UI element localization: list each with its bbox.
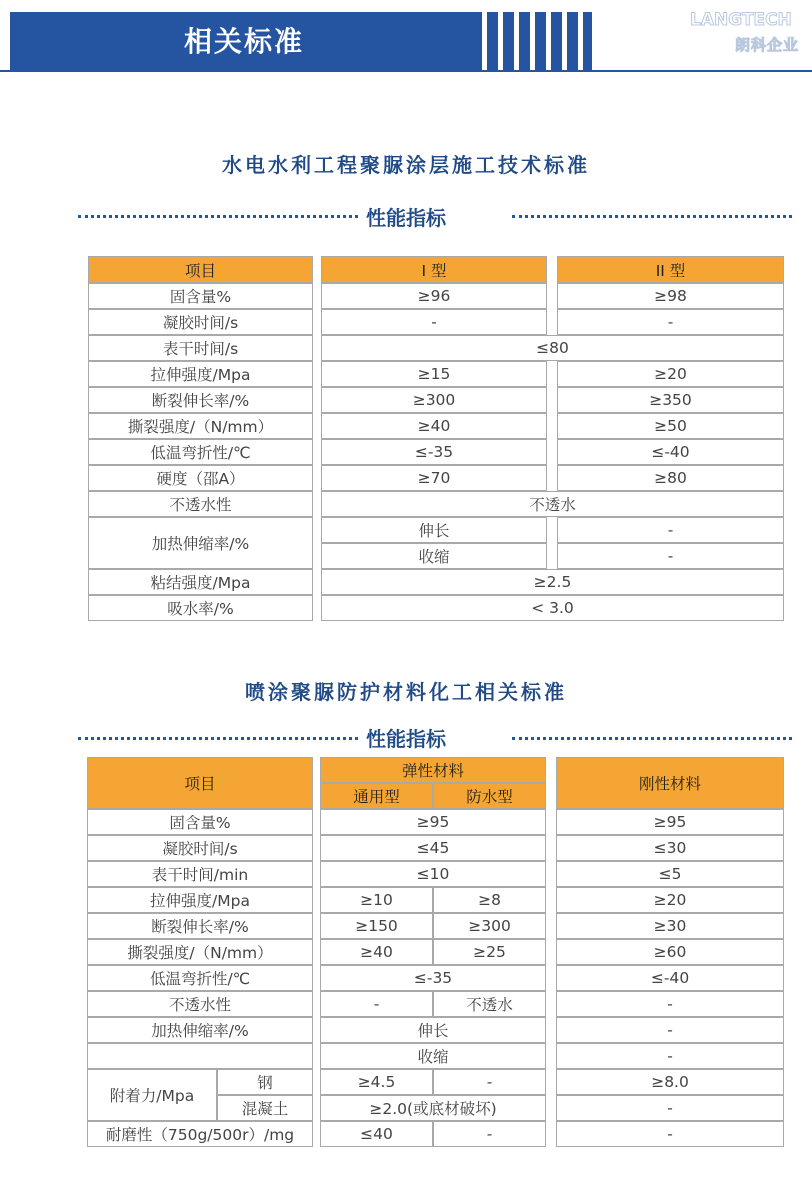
cell-value: ≥4.5 (320, 1069, 433, 1095)
row-item: 表干时间/min (87, 861, 313, 887)
row-item: 撕裂强度/（N/mm） (88, 413, 313, 439)
header-rule (0, 70, 812, 72)
section1-title: 水电水利工程聚脲涂层施工技术标准 (222, 153, 590, 177)
cell-value: - (557, 543, 784, 569)
header-stripe (562, 12, 567, 70)
col-header-item: 项目 (87, 757, 313, 809)
row-subitem: 钢 (217, 1069, 313, 1095)
logo-text-cn: 朗科企业 (735, 36, 800, 54)
cell-sublabel: 伸长 (321, 517, 547, 543)
header-stripe (530, 12, 535, 70)
cell-value-merged: ≤45 (320, 835, 546, 861)
row-item: 粘结强度/Mpa (88, 569, 313, 595)
col-header-type1: I 型 (321, 256, 547, 283)
dotted-divider (512, 737, 792, 740)
cell-value-merged: ≤10 (320, 861, 546, 887)
row-item: 低温弯折性/℃ (88, 439, 313, 465)
cell-value: ≥20 (556, 887, 784, 913)
cell-value: ≤5 (556, 861, 784, 887)
row-item: 拉伸强度/Mpa (87, 887, 313, 913)
cell-value: ≥300 (321, 387, 547, 413)
cell-value: - (433, 1069, 546, 1095)
cell-value-merged: ≤-35 (320, 965, 546, 991)
cell-value: - (320, 991, 433, 1017)
cell-value: - (321, 309, 547, 335)
row-item: 凝胶时间/s (87, 835, 313, 861)
header-stripe (498, 12, 503, 70)
cell-value: ≤40 (320, 1121, 433, 1147)
cell-value-merged: < 3.0 (321, 595, 784, 621)
col-header-rigid: 刚性材料 (556, 757, 784, 809)
cell-value: ≥30 (556, 913, 784, 939)
cell-value: - (556, 1017, 784, 1043)
cell-value-merged: 不透水 (321, 491, 784, 517)
cell-value: ≥25 (433, 939, 546, 965)
cell-value: ≥10 (320, 887, 433, 913)
logo-text-en: LANGTECH (690, 10, 792, 30)
cell-value: - (557, 309, 784, 335)
col-header-elastic: 弹性材料 (320, 757, 546, 783)
cell-value: ≥40 (321, 413, 547, 439)
cell-value-merged: ≥2.5 (321, 569, 784, 595)
cell-value: ≥95 (556, 809, 784, 835)
row-item: 附着力/Mpa (87, 1069, 217, 1121)
dotted-divider (512, 215, 792, 218)
cell-value-merged: ≥95 (320, 809, 546, 835)
cell-value: ≤30 (556, 835, 784, 861)
cell-value: - (556, 1043, 784, 1069)
row-item: 断裂伸长率/% (88, 387, 313, 413)
cell-value-merged: ≥2.0(或底材破坏) (320, 1095, 546, 1121)
row-item: 耐磨性（750g/500r）/mg (87, 1121, 313, 1147)
cell-value: ≤-40 (557, 439, 784, 465)
cell-value: - (556, 1121, 784, 1147)
cell-value: ≥80 (557, 465, 784, 491)
row-item: 断裂伸长率/% (87, 913, 313, 939)
row-item: 撕裂强度/（N/mm） (87, 939, 313, 965)
cell-value: ≥15 (321, 361, 547, 387)
row-item: 凝胶时间/s (88, 309, 313, 335)
cell-value: - (556, 991, 784, 1017)
cell-value: ≥350 (557, 387, 784, 413)
cell-value: ≥40 (320, 939, 433, 965)
col-header-waterproof: 防水型 (433, 783, 546, 809)
cell-value-merged: 伸长 (320, 1017, 546, 1043)
row-item: 表干时间/s (88, 335, 313, 361)
section2-title: 喷涂聚脲防护材料化工相关标准 (245, 680, 567, 704)
row-item: 不透水性 (87, 991, 313, 1017)
cell-value: - (557, 517, 784, 543)
header-stripe (514, 12, 519, 70)
row-item: 加热伸缩率/% (88, 517, 313, 569)
standard-table-2 (87, 757, 784, 1147)
cell-value: - (433, 1121, 546, 1147)
row-item: 硬度（邵A） (88, 465, 313, 491)
cell-value: - (556, 1095, 784, 1121)
page-title: 相关标准 (184, 25, 305, 58)
cell-value: ≤-35 (321, 439, 547, 465)
cell-value: ≥96 (321, 283, 547, 309)
cell-value-merged: 收缩 (320, 1043, 546, 1069)
cell-value: ≥98 (557, 283, 784, 309)
cell-value: ≥50 (557, 413, 784, 439)
cell-value: 不透水 (433, 991, 546, 1017)
cell-value-merged: ≤80 (321, 335, 784, 361)
row-item: 固含量% (87, 809, 313, 835)
col-header-item: 项目 (88, 256, 313, 283)
cell-value: ≥8.0 (556, 1069, 784, 1095)
cell-value: ≥20 (557, 361, 784, 387)
header-stripe (578, 12, 583, 70)
row-item: 加热伸缩率/% (87, 1017, 313, 1043)
cell-value: ≥300 (433, 913, 546, 939)
header-stripe (482, 12, 487, 70)
standard-table-1 (88, 256, 784, 621)
row-subitem: 混凝土 (217, 1095, 313, 1121)
row-item: 低温弯折性/℃ (87, 965, 313, 991)
col-header-type2: II 型 (557, 256, 784, 283)
cell-value: ≥70 (321, 465, 547, 491)
section2-subtitle: 性能指标 (366, 727, 446, 751)
row-item: 吸水率/% (88, 595, 313, 621)
row-item: 固含量% (88, 283, 313, 309)
row-item: 拉伸强度/Mpa (88, 361, 313, 387)
row-item (87, 1043, 313, 1069)
section1-subtitle: 性能指标 (366, 206, 446, 230)
header-stripe (546, 12, 551, 70)
cell-value: ≥150 (320, 913, 433, 939)
cell-sublabel: 收缩 (321, 543, 547, 569)
page-header (0, 0, 812, 78)
col-header-general: 通用型 (320, 783, 433, 809)
cell-value: ≥60 (556, 939, 784, 965)
cell-value: ≤-40 (556, 965, 784, 991)
cell-value: ≥8 (433, 887, 546, 913)
row-item: 不透水性 (88, 491, 313, 517)
